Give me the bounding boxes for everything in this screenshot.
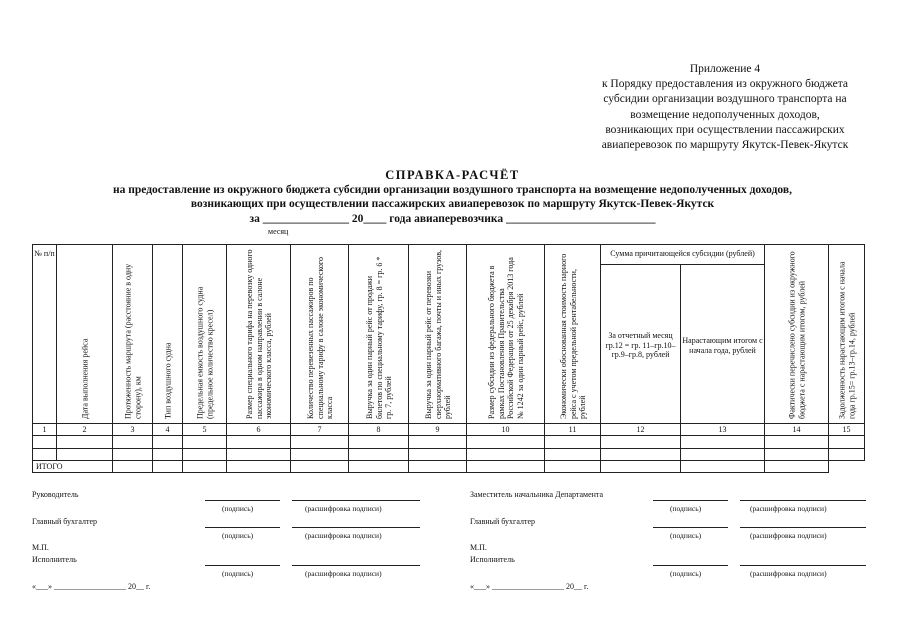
stamp-label: М.П. xyxy=(32,543,49,552)
header-col-8: Выручка за один парный рейс от продажи билетов по специальному тарифу, гр. 8 = гр. 6 * гр. 7, рублей xyxy=(349,245,409,424)
executor-label: Исполнитель xyxy=(32,555,77,564)
header-col-12: За отчетный месяц гр.12 = гр. 11–гр.10– гр.9–гр.8, рублей xyxy=(601,265,681,424)
title-heading: СПРАВКА-РАСЧЁТ xyxy=(385,168,520,182)
title-line-3: за _______________ 20____ года авиаперевозчика __________________________ xyxy=(249,212,656,225)
appendix-line: возникающих при осуществлении пассажирских xyxy=(605,123,845,136)
chief-accountant-label-right: Главный бухгалтер xyxy=(470,517,535,526)
header-subsidy-group: Сумма причитающейся субсидии (рублей) xyxy=(601,245,765,265)
total-row xyxy=(33,460,865,472)
sign-caption: (подпись) xyxy=(222,531,254,540)
appendix-header xyxy=(560,62,890,153)
appendix-line: субсидии организации воздушного транспорта на xyxy=(603,93,847,106)
total-label: ИТОГО xyxy=(33,460,113,472)
appendix-line: возмещение недополученных доходов, xyxy=(630,108,820,121)
date-line: «___» __________________ 20__ г. xyxy=(32,582,151,591)
header-col-14: Фактически перечислено субсидии из окружного бюджета с нарастающим итогом, рублей xyxy=(765,245,829,424)
appendix-line: к Порядку предоставления из окружного бюджета xyxy=(601,78,849,91)
decode-caption: (расшифровка подписи) xyxy=(750,504,827,513)
sign-caption: (подпись) xyxy=(670,504,702,513)
manager-label: Руководитель xyxy=(32,490,79,499)
deputy-label: Заместитель начальника Департамента xyxy=(470,490,604,499)
sign-caption: (подпись) xyxy=(222,504,254,513)
header-col-11: Экономически обоснованная стоимость парного рейса с учетом предельной рентабельности, рублей xyxy=(545,245,601,424)
header-col-2: Дата выполнения рейса xyxy=(57,245,113,424)
table-row xyxy=(33,448,865,460)
title-line-1: на предоставление из окружного бюджета субсидии организации воздушного транспорта на возмещение недополученных доходов, xyxy=(113,183,792,196)
header-col-15: Задолженность нарастающим итогом с начала года гр.15= гр.13–гр.14, рублей xyxy=(829,245,865,424)
header-col-3: Протяженность маршрута (расстояние в одну сторону), км xyxy=(113,245,153,424)
date-line-right: «___» __________________ 20__ г. xyxy=(470,582,589,591)
decode-caption: (расшифровка подписи) xyxy=(305,569,382,578)
header-col-10: Размер субсидии из федерального бюджета в рамках Постановления Правительства Российской Федерации от 25 декабря 2013 года № 1242 за один парный рейс, рублей xyxy=(467,245,545,424)
header-col-4: Тип воздушного судна xyxy=(153,245,183,424)
header-col-6: Размер специального тарифа на перевозку одного пассажира в одном направлении в салоне экономического класса, рублей xyxy=(227,245,291,424)
title-line-2: возникающих при осуществлении пассажирских авиаперевозок по маршруту Якутск-Певек-Якутск xyxy=(190,198,715,210)
decode-caption: (расшифровка подписи) xyxy=(750,569,827,578)
decode-caption: (расшифровка подписи) xyxy=(305,531,382,540)
header-col-9: Выручка за один парный рейс от перевозки сверхнормативного багажа, почты и иных грузов, рублей xyxy=(409,245,467,424)
stamp-label-right: М.П. xyxy=(470,543,487,552)
calculation-table xyxy=(32,244,865,473)
header-number: № п/п xyxy=(33,245,57,424)
appendix-line: Приложение 4 xyxy=(689,63,761,75)
month-caption: месяц xyxy=(268,227,289,236)
header-col-7: Количество перевезенных пассажиров по специальному тарифу в салоне экономического класса xyxy=(291,245,349,424)
sign-caption: (подпись) xyxy=(222,569,254,578)
table-row xyxy=(33,436,865,448)
document-title xyxy=(0,168,905,226)
header-col-5: Предельная емкость воздушного судна (предельное количество кресел) xyxy=(183,245,227,424)
decode-caption: (расшифровка подписи) xyxy=(305,504,382,513)
decode-caption: (расшифровка подписи) xyxy=(750,531,827,540)
appendix-line: авиаперевозок по маршруту Якутск-Певек-Якутск xyxy=(601,139,849,152)
column-numbers-row: 1 2 3 4 5 6 7 8 9 10 11 12 13 14 15 xyxy=(33,424,865,436)
chief-accountant-label: Главный бухгалтер xyxy=(32,517,97,526)
executor-label-right: Исполнитель xyxy=(470,555,515,564)
sign-caption: (подпись) xyxy=(670,531,702,540)
header-col-13: Нарастающим итогом с начала года, рублей xyxy=(681,265,765,424)
sign-caption: (подпись) xyxy=(670,569,702,578)
